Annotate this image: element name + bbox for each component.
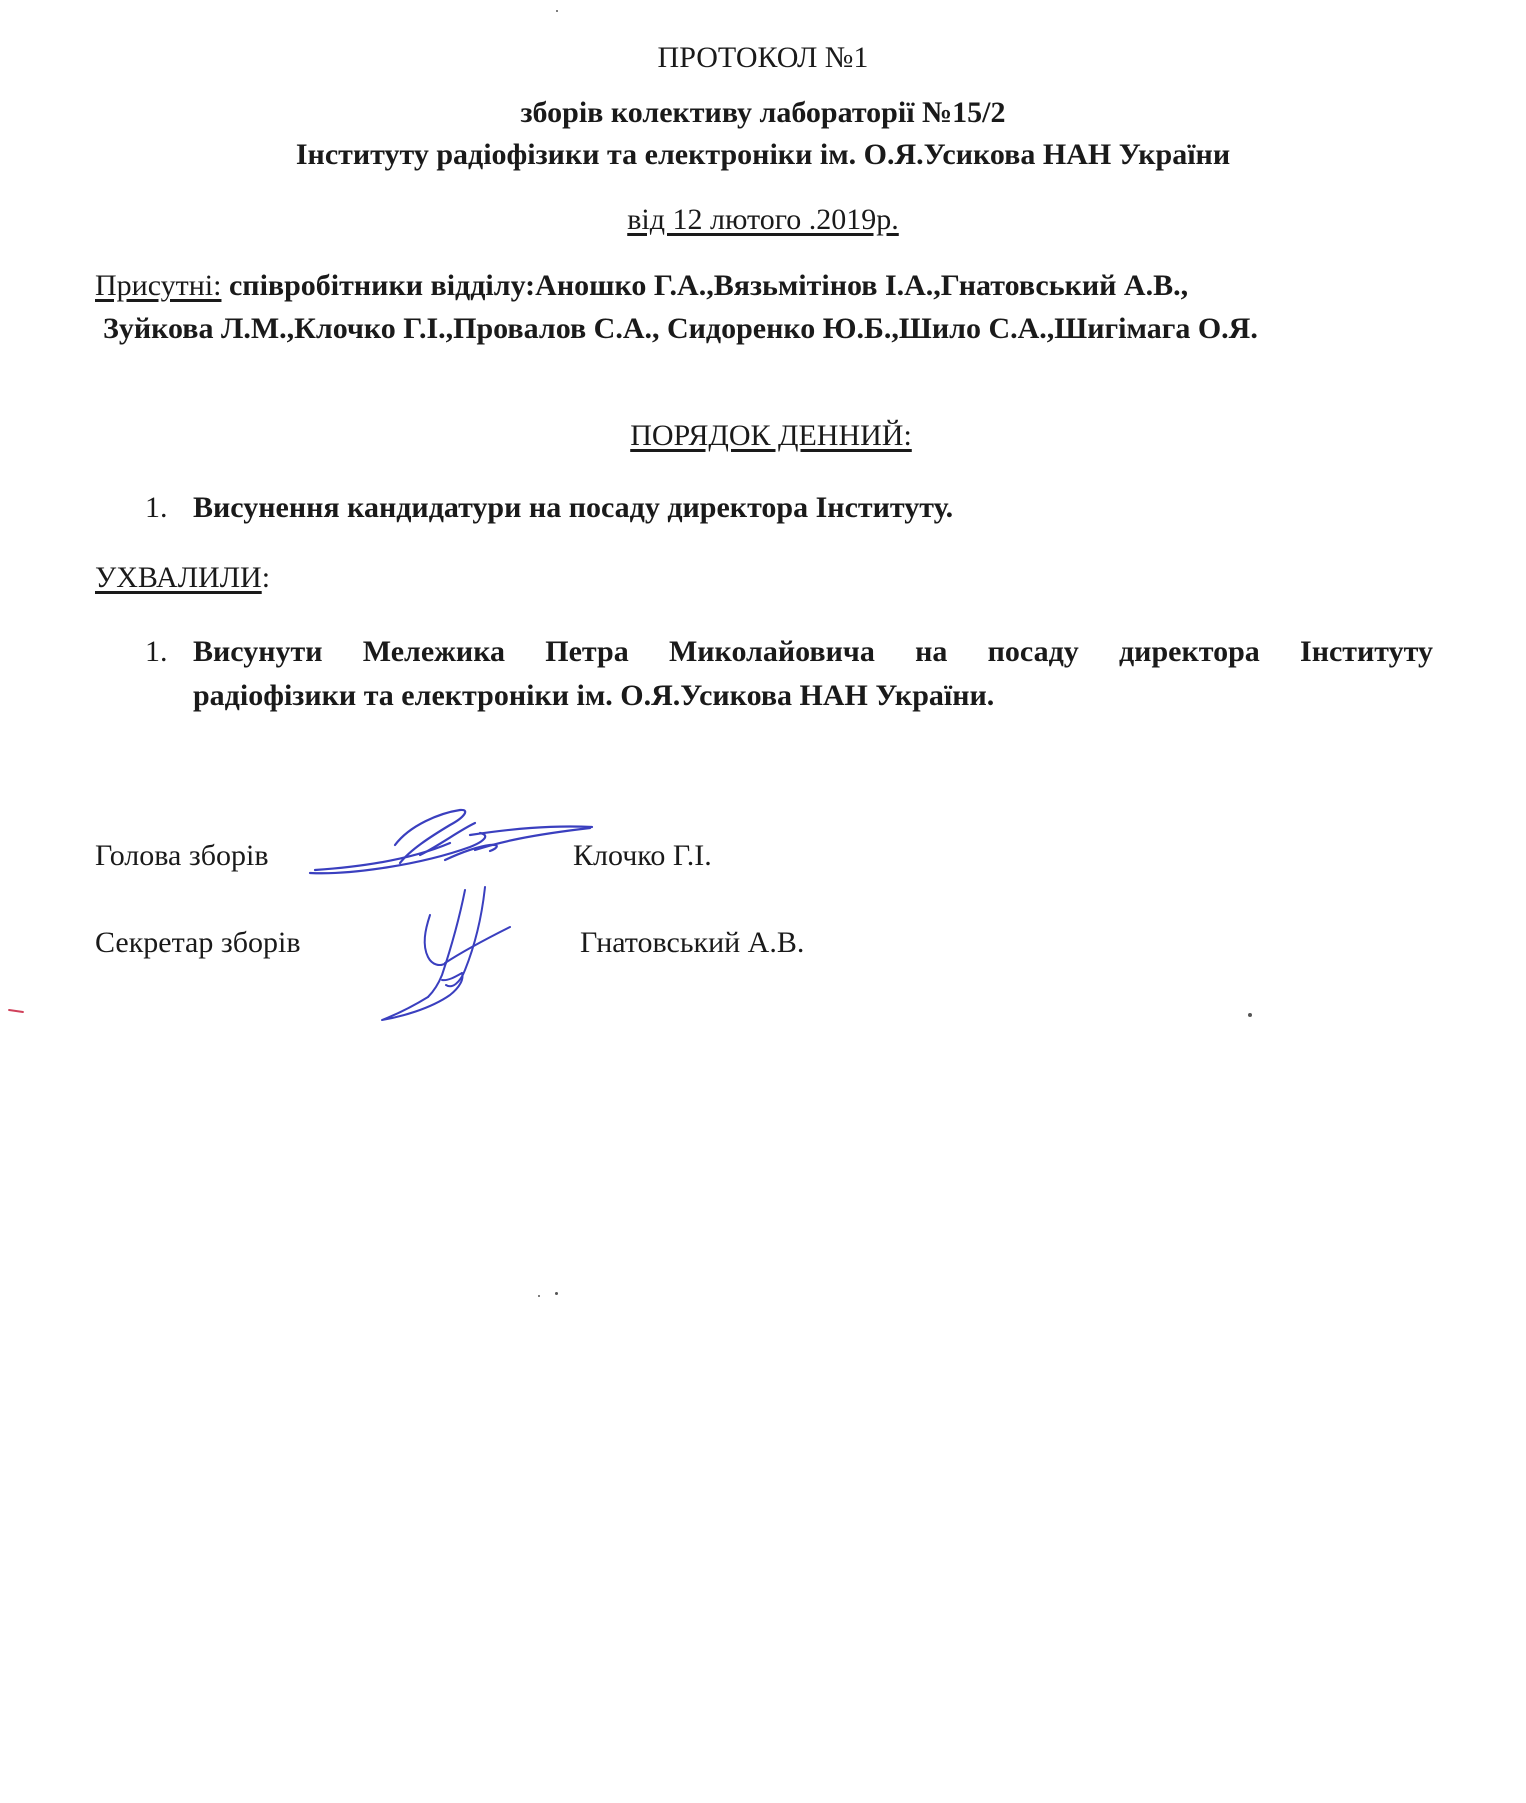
resolution-item-line-2: радіофізики та електроніки ім. О.Я.Усикова НАН України. bbox=[193, 679, 995, 712]
scan-speck bbox=[1248, 1013, 1252, 1017]
resolution-heading: УХВАЛИЛИ bbox=[95, 561, 262, 594]
resolution-heading-colon: : bbox=[261, 561, 271, 594]
chair-name: Клочко Г.І. bbox=[573, 839, 712, 872]
resolution-heading-line bbox=[95, 560, 270, 596]
secretary-name: Гнатовський А.В. bbox=[580, 926, 805, 959]
secretary-role: Секретар зборів bbox=[95, 926, 301, 959]
attendance-list-part-2: Зуйкова Л.М.,Клочко Г.І.,Провалов С.А., Сидоренко Ю.Б.,Шило С.А.,Шигімага О.Я. bbox=[103, 312, 1258, 345]
scan-speck bbox=[555, 1292, 558, 1295]
scan-mark bbox=[8, 1009, 24, 1013]
agenda-item-text: Висунення кандидатури на посаду директора Інституту. bbox=[193, 491, 954, 524]
scan-speck bbox=[538, 1295, 540, 1297]
document-title: ПРОТОКОЛ №1 bbox=[657, 41, 869, 74]
attendance-line-1 bbox=[95, 268, 1188, 304]
agenda-heading: ПОРЯДОК ДЕННИЙ: bbox=[630, 419, 912, 452]
resolution-item-line-1: Висунути Мележика Петра Миколайовича на посаду директора Інституту bbox=[193, 635, 1433, 668]
document-subtitle-line-2: Інституту радіофізики та електроніки ім. О.Я.Усикова НАН України bbox=[295, 138, 1231, 171]
scan-speck bbox=[556, 10, 558, 12]
attendance-list-part-1: співробітники відділу:Аношко Г.А.,Вязьмітінов І.А.,Гнатовський А.В., bbox=[221, 269, 1189, 302]
resolution-item-number: 1. bbox=[145, 635, 168, 668]
document-date: від 12 лютого .2019р. bbox=[627, 203, 899, 236]
attendance-label: Присутні: bbox=[95, 269, 222, 302]
document-subtitle-line-1: зборів колективу лабораторії №15/2 bbox=[520, 96, 1006, 129]
secretary-signature bbox=[370, 885, 540, 1025]
chair-role: Голова зборів bbox=[95, 839, 269, 872]
agenda-item-number: 1. bbox=[145, 491, 168, 524]
chair-signature bbox=[300, 795, 600, 885]
